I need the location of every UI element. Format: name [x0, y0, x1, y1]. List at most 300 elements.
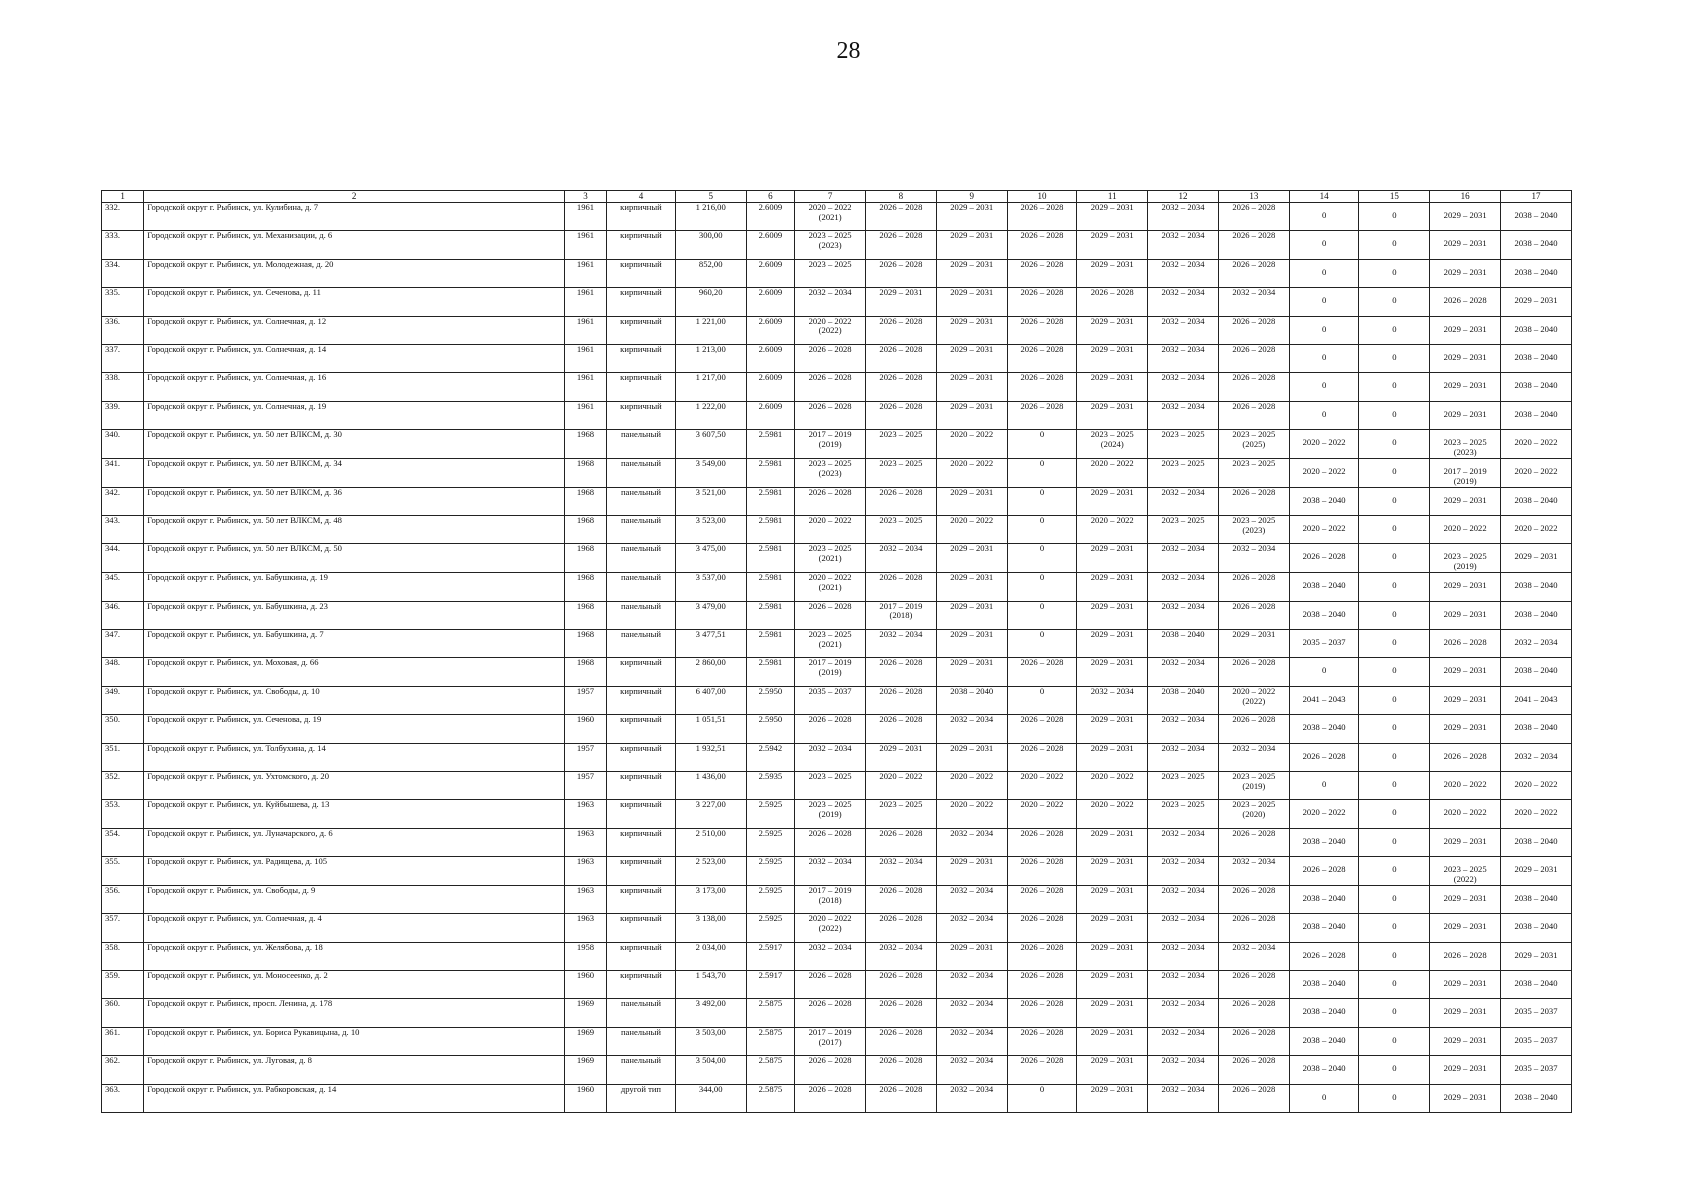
table-cell-col-7 [795, 629, 866, 657]
table-cell-col-3: 1968 [564, 629, 606, 657]
cell-period: 2023 – 2025 [1443, 551, 1487, 562]
table-cell-col-3: 1969 [564, 1027, 606, 1055]
table-cell-col-6: 2.6009 [746, 316, 795, 344]
table-cell-col-13: 2032 – 2034 [1218, 288, 1289, 316]
table-cell-col-6: 2.5950 [746, 686, 795, 714]
table-row [102, 573, 1572, 601]
table-cell-col-7 [795, 203, 866, 231]
cell-period: 2017 – 2019 [879, 601, 923, 611]
table-cell-col-16 [1430, 458, 1501, 487]
table-cell-col-5: 1 543,70 [675, 970, 746, 998]
cell-year-note: (2019) [1453, 561, 1477, 572]
table-cell-col-10: 2026 – 2028 [1007, 743, 1077, 771]
table-cell-col-17: 2038 – 2040 [1501, 658, 1572, 686]
table-cell-col-2: Городской округ г. Рыбинск, ул. Солнечная, д. 19 [144, 401, 565, 429]
cell-year-note: (2023) [818, 467, 842, 478]
table-cell-col-17: 2020 – 2022 [1501, 771, 1572, 799]
table-cell-col-8: 2032 – 2034 [866, 857, 937, 886]
table-cell-col-8: 2026 – 2028 [866, 259, 937, 287]
table-cell-col-2: Городской округ г. Рыбинск, ул. Механизации, д. 6 [144, 231, 565, 259]
column-header-9: 9 [936, 191, 1007, 203]
cell-year-note: (2021) [818, 582, 842, 593]
table-cell-col-12: 2032 – 2034 [1148, 1056, 1219, 1084]
table-cell-col-9: 2032 – 2034 [936, 715, 1007, 743]
table-cell-col-3: 1961 [564, 259, 606, 287]
table-cell-col-7 [795, 231, 866, 259]
column-header-15: 15 [1359, 191, 1430, 203]
table-cell-col-1: 343. [102, 516, 144, 544]
table-cell-col-13 [1218, 516, 1289, 544]
table-cell-col-16: 2029 – 2031 [1430, 715, 1501, 743]
table-cell-col-9: 2029 – 2031 [936, 288, 1007, 316]
table-cell-col-4: кирпичный [607, 715, 676, 743]
table-cell-col-3: 1961 [564, 316, 606, 344]
cell-period: 2020 – 2022 [808, 913, 852, 924]
table-cell-col-3: 1968 [564, 487, 606, 515]
table-cell-col-12: 2032 – 2034 [1148, 1084, 1219, 1112]
table-cell-col-15: 0 [1359, 203, 1430, 231]
table-cell-col-3: 1963 [564, 828, 606, 856]
table-cell-col-15: 0 [1359, 344, 1430, 372]
table-cell-col-4: кирпичный [607, 914, 676, 942]
table-cell-col-16: 2026 – 2028 [1430, 942, 1501, 970]
table-cell-col-2: Городской округ г. Рыбинск, ул. 50 лет ВЛКСМ, д. 30 [144, 430, 565, 459]
table-cell-col-16: 2029 – 2031 [1430, 885, 1501, 913]
table-cell-col-2: Городской округ г. Рыбинск, ул. Сеченова, д. 11 [144, 288, 565, 316]
table-cell-col-14: 0 [1289, 373, 1359, 401]
table-cell-col-2: Городской округ г. Рыбинск, ул. Ухтомского, д. 20 [144, 771, 565, 799]
cell-period: 2020 – 2022 [1232, 686, 1276, 696]
table-body [102, 203, 1572, 1113]
cell-period: 2023 – 2025 [1232, 515, 1276, 526]
table-cell-col-11: 2020 – 2022 [1077, 800, 1148, 828]
table-cell-col-14: 0 [1289, 401, 1359, 429]
table-cell-col-15: 0 [1359, 401, 1430, 429]
table-cell-col-1: 344. [102, 544, 144, 573]
table-cell-col-4: другой тип [607, 1084, 676, 1112]
table-cell-col-16: 2026 – 2028 [1430, 743, 1501, 771]
table-cell-col-14: 2038 – 2040 [1289, 828, 1359, 856]
table-cell-col-7 [795, 573, 866, 601]
table-cell-col-13: 2023 – 2025 [1218, 458, 1289, 487]
table-cell-col-12: 2032 – 2034 [1148, 885, 1219, 913]
table-cell-col-2: Городской округ г. Рыбинск, ул. Бабушкина, д. 23 [144, 601, 565, 629]
table-cell-col-6: 2.5981 [746, 487, 795, 515]
table-cell-col-5: 6 407,00 [675, 686, 746, 714]
table-cell-col-9: 2020 – 2022 [936, 430, 1007, 459]
column-header-5: 5 [675, 191, 746, 203]
table-cell-col-11: 2020 – 2022 [1077, 458, 1148, 487]
table-cell-col-2: Городской округ г. Рыбинск, ул. 50 лет ВЛКСМ, д. 34 [144, 458, 565, 487]
table-cell-col-14: 0 [1289, 259, 1359, 287]
table-cell-col-3: 1961 [564, 401, 606, 429]
table-cell-col-12: 2032 – 2034 [1148, 573, 1219, 601]
table-cell-col-9: 2032 – 2034 [936, 999, 1007, 1027]
table-cell-col-14: 0 [1289, 231, 1359, 259]
table-cell-col-17: 2038 – 2040 [1501, 203, 1572, 231]
cell-year-note: (2023) [1242, 524, 1266, 535]
table-cell-col-17: 2029 – 2031 [1501, 544, 1572, 573]
table-cell-col-9: 2029 – 2031 [936, 544, 1007, 573]
table-cell-col-13: 2026 – 2028 [1218, 344, 1289, 372]
table-cell-col-6: 2.6009 [746, 344, 795, 372]
table-cell-col-8: 2032 – 2034 [866, 629, 937, 657]
table-cell-col-3: 1960 [564, 715, 606, 743]
table-cell-col-11: 2029 – 2031 [1077, 942, 1148, 970]
table-cell-col-9: 2029 – 2031 [936, 373, 1007, 401]
table-cell-col-10: 0 [1007, 686, 1077, 714]
cell-period: 2023 – 2025 [1443, 864, 1487, 875]
table-cell-col-14: 0 [1289, 658, 1359, 686]
table-cell-col-17: 2032 – 2034 [1501, 743, 1572, 771]
table-cell-col-16: 2029 – 2031 [1430, 601, 1501, 629]
table-cell-col-17: 2020 – 2022 [1501, 430, 1572, 459]
table-cell-col-14: 0 [1289, 288, 1359, 316]
table-cell-col-4: панельный [607, 458, 676, 487]
table-cell-col-4: кирпичный [607, 686, 676, 714]
table-cell-col-8 [866, 601, 937, 629]
table-cell-col-4: панельный [607, 544, 676, 573]
table-cell-col-5: 960,20 [675, 288, 746, 316]
table-cell-col-14: 2041 – 2043 [1289, 686, 1359, 714]
cell-period: 2023 – 2025 [808, 458, 852, 468]
table-cell-col-7: 2026 – 2028 [795, 970, 866, 998]
table-cell-col-17: 2038 – 2040 [1501, 914, 1572, 942]
table-cell-col-13: 2032 – 2034 [1218, 942, 1289, 970]
table-cell-col-8: 2023 – 2025 [866, 800, 937, 828]
table-cell-col-6: 2.5981 [746, 629, 795, 657]
table-cell-col-12: 2032 – 2034 [1148, 857, 1219, 886]
table-cell-col-1: 340. [102, 430, 144, 459]
table-cell-col-1: 332. [102, 203, 144, 231]
table-cell-col-12: 2032 – 2034 [1148, 487, 1219, 515]
table-cell-col-16: 2029 – 2031 [1430, 999, 1501, 1027]
table-cell-col-1: 362. [102, 1056, 144, 1084]
table-row [102, 516, 1572, 544]
table-row [102, 373, 1572, 401]
table-cell-col-6: 2.5981 [746, 430, 795, 459]
column-header-14: 14 [1289, 191, 1359, 203]
table-header [102, 191, 1572, 203]
cell-period: 2023 – 2025 [808, 543, 852, 554]
table-cell-col-9: 2029 – 2031 [936, 942, 1007, 970]
table-cell-col-12: 2038 – 2040 [1148, 686, 1219, 714]
table-cell-col-3: 1957 [564, 686, 606, 714]
cell-year-note: (2021) [818, 211, 842, 222]
table-cell-col-16: 2029 – 2031 [1430, 1084, 1501, 1112]
table-cell-col-3: 1968 [564, 516, 606, 544]
table-cell-col-5: 344,00 [675, 1084, 746, 1112]
table-cell-col-6: 2.6009 [746, 288, 795, 316]
table-cell-col-15: 0 [1359, 1084, 1430, 1112]
table-cell-col-14: 2038 – 2040 [1289, 1027, 1359, 1055]
table-cell-col-11: 2029 – 2031 [1077, 885, 1148, 913]
table-cell-col-1: 337. [102, 344, 144, 372]
table-cell-col-16: 2020 – 2022 [1430, 771, 1501, 799]
table-cell-col-8: 2026 – 2028 [866, 573, 937, 601]
table-cell-col-3: 1968 [564, 458, 606, 487]
table-cell-col-1: 339. [102, 401, 144, 429]
table-cell-col-10: 0 [1007, 1084, 1077, 1112]
table-cell-col-8: 2026 – 2028 [866, 715, 937, 743]
table-cell-col-2: Городской округ г. Рыбинск, ул. Моховая, д. 66 [144, 658, 565, 686]
cell-year-note: (2019) [818, 667, 842, 678]
table-cell-col-11: 2029 – 2031 [1077, 1084, 1148, 1112]
table-cell-col-15: 0 [1359, 1056, 1430, 1084]
table-cell-col-5: 852,00 [675, 259, 746, 287]
table-row [102, 686, 1572, 714]
table-cell-col-2: Городской округ г. Рыбинск, ул. Толбухина, д. 14 [144, 743, 565, 771]
table-cell-col-9: 2020 – 2022 [936, 516, 1007, 544]
table-cell-col-7 [795, 1027, 866, 1055]
table-cell-col-17: 2020 – 2022 [1501, 800, 1572, 828]
table-cell-col-9: 2020 – 2022 [936, 800, 1007, 828]
cell-period: 2017 – 2019 [808, 885, 852, 895]
table-cell-col-10: 2026 – 2028 [1007, 885, 1077, 913]
table-cell-col-16: 2029 – 2031 [1430, 316, 1501, 344]
table-cell-col-1: 341. [102, 458, 144, 487]
table-cell-col-10: 2026 – 2028 [1007, 259, 1077, 287]
table-cell-col-6: 2.5875 [746, 999, 795, 1027]
table-cell-col-11: 2029 – 2031 [1077, 487, 1148, 515]
cell-year-note: (2022) [818, 923, 842, 934]
table-cell-col-5: 300,00 [675, 231, 746, 259]
table-cell-col-12: 2032 – 2034 [1148, 203, 1219, 231]
table-cell-col-4: панельный [607, 1056, 676, 1084]
table-cell-col-12: 2032 – 2034 [1148, 1027, 1219, 1055]
table-cell-col-10: 2020 – 2022 [1007, 771, 1077, 799]
table-cell-col-15: 0 [1359, 771, 1430, 799]
table-cell-col-14: 2038 – 2040 [1289, 715, 1359, 743]
table-cell-col-14: 2026 – 2028 [1289, 544, 1359, 573]
table-cell-col-12: 2032 – 2034 [1148, 999, 1219, 1027]
column-header-4: 4 [607, 191, 676, 203]
table-cell-col-6: 2.5925 [746, 914, 795, 942]
table-cell-col-11: 2020 – 2022 [1077, 771, 1148, 799]
table-row [102, 942, 1572, 970]
table-cell-col-7: 2032 – 2034 [795, 857, 866, 886]
table-cell-col-1: 359. [102, 970, 144, 998]
table-cell-col-9: 2032 – 2034 [936, 914, 1007, 942]
table-cell-col-4: кирпичный [607, 259, 676, 287]
table-cell-col-6: 2.6009 [746, 203, 795, 231]
table-cell-col-13 [1218, 800, 1289, 828]
table-cell-col-17: 2038 – 2040 [1501, 970, 1572, 998]
table-cell-col-14: 0 [1289, 316, 1359, 344]
table-cell-col-14: 0 [1289, 203, 1359, 231]
table-cell-col-1: 338. [102, 373, 144, 401]
table-cell-col-7: 2026 – 2028 [795, 373, 866, 401]
table-cell-col-9: 2029 – 2031 [936, 743, 1007, 771]
table-cell-col-9: 2029 – 2031 [936, 231, 1007, 259]
table-cell-col-10: 2026 – 2028 [1007, 203, 1077, 231]
table-cell-col-9: 2029 – 2031 [936, 203, 1007, 231]
table-cell-col-8: 2023 – 2025 [866, 516, 937, 544]
table-cell-col-17: 2035 – 2037 [1501, 1027, 1572, 1055]
table-cell-col-10: 0 [1007, 544, 1077, 573]
cell-year-note: (2021) [818, 638, 842, 649]
table-cell-col-8: 2032 – 2034 [866, 544, 937, 573]
table-cell-col-3: 1963 [564, 885, 606, 913]
table-cell-col-7: 2026 – 2028 [795, 999, 866, 1027]
table-cell-col-10: 0 [1007, 458, 1077, 487]
table-cell-col-7: 2026 – 2028 [795, 401, 866, 429]
table-cell-col-8: 2026 – 2028 [866, 316, 937, 344]
table-cell-col-1: 333. [102, 231, 144, 259]
table-cell-col-15: 0 [1359, 231, 1430, 259]
table-cell-col-4: кирпичный [607, 857, 676, 886]
table-row [102, 743, 1572, 771]
table-cell-col-14: 0 [1289, 1084, 1359, 1112]
table-cell-col-15: 0 [1359, 487, 1430, 515]
table-cell-col-9: 2029 – 2031 [936, 601, 1007, 629]
table-cell-col-3: 1957 [564, 743, 606, 771]
table-cell-col-10: 2026 – 2028 [1007, 970, 1077, 998]
table-cell-col-17: 2038 – 2040 [1501, 573, 1572, 601]
table-cell-col-2: Городской округ г. Рыбинск, ул. Сеченова, д. 19 [144, 715, 565, 743]
table-cell-col-10: 0 [1007, 487, 1077, 515]
table-cell-col-7: 2026 – 2028 [795, 344, 866, 372]
table-cell-col-8: 2026 – 2028 [866, 487, 937, 515]
table-cell-col-6: 2.6009 [746, 401, 795, 429]
table-cell-col-7: 2032 – 2034 [795, 288, 866, 316]
table-cell-col-1: 363. [102, 1084, 144, 1112]
table-cell-col-4: кирпичный [607, 771, 676, 799]
table-cell-col-11: 2029 – 2031 [1077, 544, 1148, 573]
table-cell-col-11: 2029 – 2031 [1077, 715, 1148, 743]
table-cell-col-17: 2020 – 2022 [1501, 458, 1572, 487]
table-cell-col-3: 1963 [564, 857, 606, 886]
cell-year-note: (2021) [818, 553, 842, 564]
table-cell-col-7: 2020 – 2022 [795, 516, 866, 544]
table-cell-col-3: 1968 [564, 658, 606, 686]
table-cell-col-16: 2029 – 2031 [1430, 373, 1501, 401]
table-row [102, 288, 1572, 316]
table-cell-col-16 [1430, 857, 1501, 886]
cell-period: 2020 – 2022 [808, 202, 852, 212]
table-cell-col-14: 2038 – 2040 [1289, 970, 1359, 998]
table-cell-col-1: 352. [102, 771, 144, 799]
table-cell-col-11: 2029 – 2031 [1077, 629, 1148, 657]
table-cell-col-2: Городской округ г. Рыбинск, ул. Солнечная, д. 4 [144, 914, 565, 942]
table-cell-col-12: 2032 – 2034 [1148, 970, 1219, 998]
table-cell-col-12: 2032 – 2034 [1148, 231, 1219, 259]
table-cell-col-8: 2026 – 2028 [866, 231, 937, 259]
table-cell-col-3: 1961 [564, 344, 606, 372]
table-cell-col-13: 2026 – 2028 [1218, 1084, 1289, 1112]
table-row [102, 601, 1572, 629]
table-cell-col-10: 2020 – 2022 [1007, 800, 1077, 828]
table-cell-col-10: 2026 – 2028 [1007, 942, 1077, 970]
table-cell-col-2: Городской округ г. Рыбинск, ул. 50 лет ВЛКСМ, д. 36 [144, 487, 565, 515]
table-cell-col-4: кирпичный [607, 316, 676, 344]
table-cell-col-17: 2038 – 2040 [1501, 487, 1572, 515]
table-cell-col-16: 2029 – 2031 [1430, 914, 1501, 942]
cell-period: 2017 – 2019 [808, 1027, 852, 1037]
table-cell-col-5: 3 549,00 [675, 458, 746, 487]
table-cell-col-5: 2 860,00 [675, 658, 746, 686]
table-cell-col-2: Городской округ г. Рыбинск, ул. Бабушкина, д. 7 [144, 629, 565, 657]
table-cell-col-14: 0 [1289, 344, 1359, 372]
table-cell-col-14: 2035 – 2037 [1289, 629, 1359, 657]
table-cell-col-12: 2032 – 2034 [1148, 828, 1219, 856]
table-cell-col-12: 2032 – 2034 [1148, 715, 1219, 743]
table-cell-col-9: 2038 – 2040 [936, 686, 1007, 714]
table-cell-col-1: 358. [102, 942, 144, 970]
table-cell-col-3: 1957 [564, 771, 606, 799]
table-cell-col-15: 0 [1359, 857, 1430, 886]
table-cell-col-9: 2032 – 2034 [936, 970, 1007, 998]
table-cell-col-4: кирпичный [607, 203, 676, 231]
table-cell-col-11: 2029 – 2031 [1077, 1056, 1148, 1084]
table-cell-col-6: 2.5981 [746, 573, 795, 601]
table-cell-col-12: 2038 – 2040 [1148, 629, 1219, 657]
table-cell-col-1: 349. [102, 686, 144, 714]
table-cell-col-14: 2038 – 2040 [1289, 573, 1359, 601]
table-cell-col-15: 0 [1359, 1027, 1430, 1055]
table-cell-col-11: 2029 – 2031 [1077, 231, 1148, 259]
table-cell-col-6: 2.6009 [746, 259, 795, 287]
table-cell-col-1: 355. [102, 857, 144, 886]
table-cell-col-9: 2029 – 2031 [936, 401, 1007, 429]
column-header-16: 16 [1430, 191, 1501, 203]
table-row [102, 344, 1572, 372]
table-cell-col-3: 1968 [564, 601, 606, 629]
table-cell-col-11: 2032 – 2034 [1077, 686, 1148, 714]
table-cell-col-4: кирпичный [607, 658, 676, 686]
table-cell-col-6: 2.5935 [746, 771, 795, 799]
table-cell-col-6: 2.5925 [746, 828, 795, 856]
cell-period: 2023 – 2025 [1232, 771, 1276, 781]
table-cell-col-11: 2029 – 2031 [1077, 573, 1148, 601]
table-row [102, 828, 1572, 856]
table-cell-col-9: 2029 – 2031 [936, 259, 1007, 287]
table-row [102, 401, 1572, 429]
table-cell-col-5: 1 213,00 [675, 344, 746, 372]
column-header-17: 17 [1501, 191, 1572, 203]
table-cell-col-12: 2032 – 2034 [1148, 942, 1219, 970]
table-cell-col-6: 2.5981 [746, 458, 795, 487]
table-cell-col-7 [795, 544, 866, 573]
table-row [102, 857, 1572, 886]
table-cell-col-11: 2029 – 2031 [1077, 857, 1148, 886]
table-cell-col-14: 2038 – 2040 [1289, 885, 1359, 913]
cell-year-note: (2019) [1242, 780, 1266, 791]
table-cell-col-12: 2032 – 2034 [1148, 601, 1219, 629]
table-cell-col-13: 2026 – 2028 [1218, 231, 1289, 259]
table-cell-col-16: 2020 – 2022 [1430, 800, 1501, 828]
table-cell-col-8: 2026 – 2028 [866, 373, 937, 401]
table-cell-col-4: кирпичный [607, 885, 676, 913]
table-cell-col-6: 2.5925 [746, 857, 795, 886]
cell-year-note: (2022) [1453, 873, 1477, 884]
table-cell-col-2: Городской округ г. Рыбинск, ул. Желябова, д. 18 [144, 942, 565, 970]
column-header-3: 3 [564, 191, 606, 203]
cell-period: 2017 – 2019 [1443, 465, 1487, 476]
table-cell-col-7: 2032 – 2034 [795, 743, 866, 771]
table-cell-col-2: Городской округ г. Рыбинск, ул. Моносеенко, д. 2 [144, 970, 565, 998]
table-cell-col-15: 0 [1359, 601, 1430, 629]
table-cell-col-7 [795, 430, 866, 459]
table-cell-col-3: 1968 [564, 573, 606, 601]
table-cell-col-4: панельный [607, 487, 676, 515]
table-cell-col-6: 2.5917 [746, 970, 795, 998]
table-cell-col-12: 2023 – 2025 [1148, 458, 1219, 487]
table-row [102, 231, 1572, 259]
table-cell-col-4: панельный [607, 601, 676, 629]
table-cell-col-11: 2029 – 2031 [1077, 658, 1148, 686]
table-cell-col-5: 2 523,00 [675, 857, 746, 886]
